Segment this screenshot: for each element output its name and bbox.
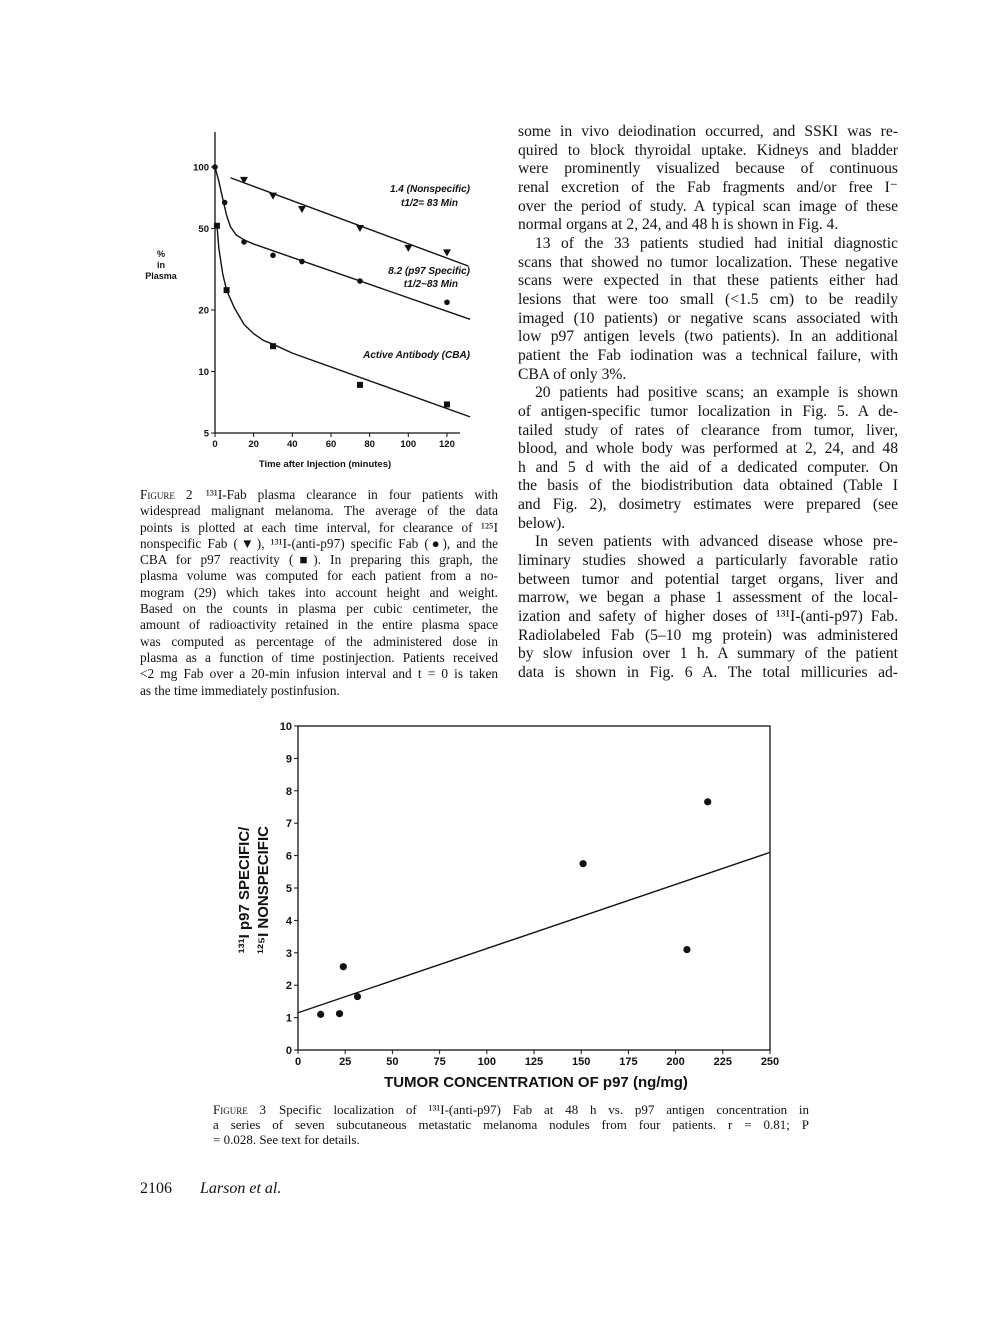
data-point xyxy=(354,993,361,1000)
paragraph-line: low p97 antigen levels (two patients). In an additional xyxy=(518,328,898,346)
data-point xyxy=(317,1011,324,1018)
y-tick-label: 0 xyxy=(285,1045,292,1057)
paragraph-line: ization and safety of higher doses of ¹³¹I-(anti-p97) Fab. xyxy=(518,608,898,626)
y-tick-label: 2 xyxy=(285,980,292,993)
paragraph-line: data is shown in Fig. 6 A. The total millicuries ad- xyxy=(518,664,898,682)
regression-line xyxy=(298,852,770,1012)
series-label: 8.2 (p97 Specific) xyxy=(388,266,470,277)
figure-label: Figure 3 xyxy=(213,1102,280,1117)
x-tick-label: 100 xyxy=(400,439,417,450)
paragraph-line: patient the Fab iodination was a technical failure, with xyxy=(518,346,898,364)
paragraph-line: scans were expected in that these patients either had xyxy=(518,272,898,290)
paragraph-line: blood, and whole body was performed at 2, 24, and 48 xyxy=(518,440,898,458)
paragraph-line: scans that showed no tumor localization. These negative xyxy=(518,253,898,271)
x-axis-label: Time after Injection (minutes) xyxy=(258,459,392,470)
y-axis-label: % xyxy=(156,249,166,259)
caption-line: amount of radioactivity retained in the entire plasma space xyxy=(140,617,498,633)
paragraph-line: marrow, we began a phase 1 assessment of the local- xyxy=(518,589,898,607)
series-sublabel: t1/2= 83 Min xyxy=(401,198,458,209)
series-label: Active Antibody (CBA) xyxy=(363,350,470,361)
paragraph-line: 20 patients had positive scans; an example is shown xyxy=(535,384,898,402)
y-tick-label: 100 xyxy=(193,162,209,174)
caption-line: <2 mg Fab over a 20-min infusion interval and t = 0 is taken xyxy=(140,666,498,682)
x-tick-label: 225 xyxy=(713,1056,732,1068)
x-tick-label: 25 xyxy=(339,1056,352,1068)
y-tick-label: 8 xyxy=(285,785,292,798)
y-axis-label: ¹²⁵I NONSPECIFIC xyxy=(255,826,272,954)
y-tick-label: 9 xyxy=(285,753,292,766)
series-label: 1.4 (Nonspecific) xyxy=(389,184,470,195)
x-tick-label: 20 xyxy=(248,439,259,450)
x-tick-label: 250 xyxy=(760,1056,780,1068)
caption-line: plasma volume was computed for each patient from a no- xyxy=(140,568,498,584)
caption-line: widespread malignant melanoma. The average of the data xyxy=(140,503,498,519)
caption-line: = 0.028. See text for details. xyxy=(213,1132,360,1147)
y-tick-label: 3 xyxy=(285,947,292,960)
paragraph-line: the basis of the biodistribution data obtained (Table I xyxy=(518,477,898,495)
paragraph-line: renal excretion of the Fab fragments and/or free I⁻ xyxy=(518,178,898,196)
x-tick-label: 0 xyxy=(212,439,218,450)
paragraph-line: liminary studies showed a particularly favorable ratio xyxy=(518,552,898,570)
caption-line: points is plotted at each time interval, for clearance of ¹²⁵I xyxy=(140,519,498,535)
y-tick-label: 5 xyxy=(203,428,209,440)
paragraph-line: of antigen-specific tumor localization in Fig. 5. A de- xyxy=(518,402,898,420)
paragraph-line: imaged (10 patients) or negative scans associated with xyxy=(518,309,898,327)
paragraph-line: In seven patients with advanced disease whose pre- xyxy=(535,533,898,551)
paragraph-line: between tumor and potential target organs, liver and xyxy=(518,570,898,588)
y-tick-label: 4 xyxy=(285,915,292,928)
y-tick-label: 6 xyxy=(285,850,292,863)
caption-line: nonspecific Fab (▼), ¹³¹I-(anti-p97) specific Fab (●), and the xyxy=(140,535,498,551)
paragraph-line: h and 5 d with the aid of a dedicated computer. On xyxy=(518,458,898,476)
y-axis-label: in xyxy=(157,260,165,270)
x-tick-label: 200 xyxy=(666,1056,685,1068)
y-tick-label: 10 xyxy=(198,367,209,378)
caption-line: plasma as a function of time postinjection. Patients received xyxy=(140,649,498,665)
x-tick-label: 80 xyxy=(364,439,375,450)
y-tick-label: 20 xyxy=(198,305,209,317)
paragraph-line: and Fig. 2), dosimetry estimates were prepared (see xyxy=(518,496,898,514)
y-tick-label: 1 xyxy=(285,1012,292,1025)
caption-line: Based on the counts in plasma per cubic centimeter, the xyxy=(140,601,498,617)
running-author: Larson et al. xyxy=(200,1180,282,1197)
x-tick-label: 60 xyxy=(325,439,337,450)
x-axis-label: TUMOR CONCENTRATION OF p97 (ng/mg) xyxy=(384,1074,688,1091)
paragraph-line: quired to block thyroidal uptake. Kidneys and bladder xyxy=(518,141,898,159)
y-axis-label: ¹³¹I p97 SPECIFIC/ xyxy=(236,826,253,954)
data-point xyxy=(683,946,690,953)
caption-line: mogram (29) which takes into account height and weight. xyxy=(140,584,498,600)
y-axis-label: Plasma xyxy=(145,271,177,281)
paragraph-line: by slow infusion over 1 h. A summary of the patient xyxy=(518,645,898,663)
x-tick-label: 40 xyxy=(287,439,298,450)
paragraph-line: Radiolabeled Fab (5–10 mg protein) was administered xyxy=(518,626,898,644)
page-number: 2106 xyxy=(140,1180,172,1197)
x-tick-label: 120 xyxy=(439,439,455,450)
data-point xyxy=(340,963,347,970)
caption-line: was computed as percentage of the administered dose in xyxy=(140,633,498,649)
caption-line: a series of seven subcutaneous metastatic melanoma nodules from four patients. r = 0.81; P xyxy=(213,1117,809,1132)
x-tick-label: 0 xyxy=(294,1056,302,1068)
y-tick-label: 5 xyxy=(285,883,292,895)
y-tick-label: 10 xyxy=(279,721,292,733)
paragraph-line: 13 of the 33 patients studied had initial diagnostic xyxy=(535,234,898,252)
paragraph-line: tailed study of rates of clearance from tumor, liver, xyxy=(518,421,898,439)
plot-frame xyxy=(298,726,770,1050)
paragraph-line: some in vivo deiodination occurred, and SSKI was re- xyxy=(518,123,898,140)
y-tick-label: 7 xyxy=(285,818,292,831)
paragraph-line: below). xyxy=(518,514,566,532)
caption-line: as the time immediately postinfusion. xyxy=(140,682,340,698)
x-tick-label: 150 xyxy=(572,1056,591,1068)
data-point xyxy=(336,1010,343,1017)
figure-label: Figure 2 xyxy=(140,487,206,502)
caption-text: ¹³¹I-Fab plasma clearance in four patients with xyxy=(205,487,498,502)
x-tick-label: 175 xyxy=(619,1056,638,1068)
caption-line: CBA for p97 reactivity (■). In preparing this graph, the xyxy=(140,552,498,568)
paragraph-line: over the period of study. A typical scan image of these xyxy=(518,197,898,215)
series-sublabel: t1/2~83 Min xyxy=(403,279,458,290)
paragraph-line: lesions that were too small (<1.5 cm) to be readily xyxy=(518,290,898,308)
data-point xyxy=(579,860,586,867)
x-tick-label: 50 xyxy=(386,1056,399,1068)
paragraph-line: were prominently visualized because of continuous xyxy=(518,160,898,178)
x-tick-label: 100 xyxy=(477,1056,496,1068)
x-tick-label: 125 xyxy=(524,1056,544,1068)
data-point xyxy=(704,798,711,805)
caption-text: Specific localization of ¹³¹I-(anti-p97) Fab at 48 h vs. p97 antigen concentration in xyxy=(279,1102,809,1117)
paragraph-line: CBA of only 3%. xyxy=(518,365,627,383)
x-tick-label: 75 xyxy=(433,1056,446,1068)
paragraph-line: normal organs at 2, 24, and 48 h is shown in Fig. 4. xyxy=(518,216,839,234)
y-tick-label: 50 xyxy=(198,224,209,236)
